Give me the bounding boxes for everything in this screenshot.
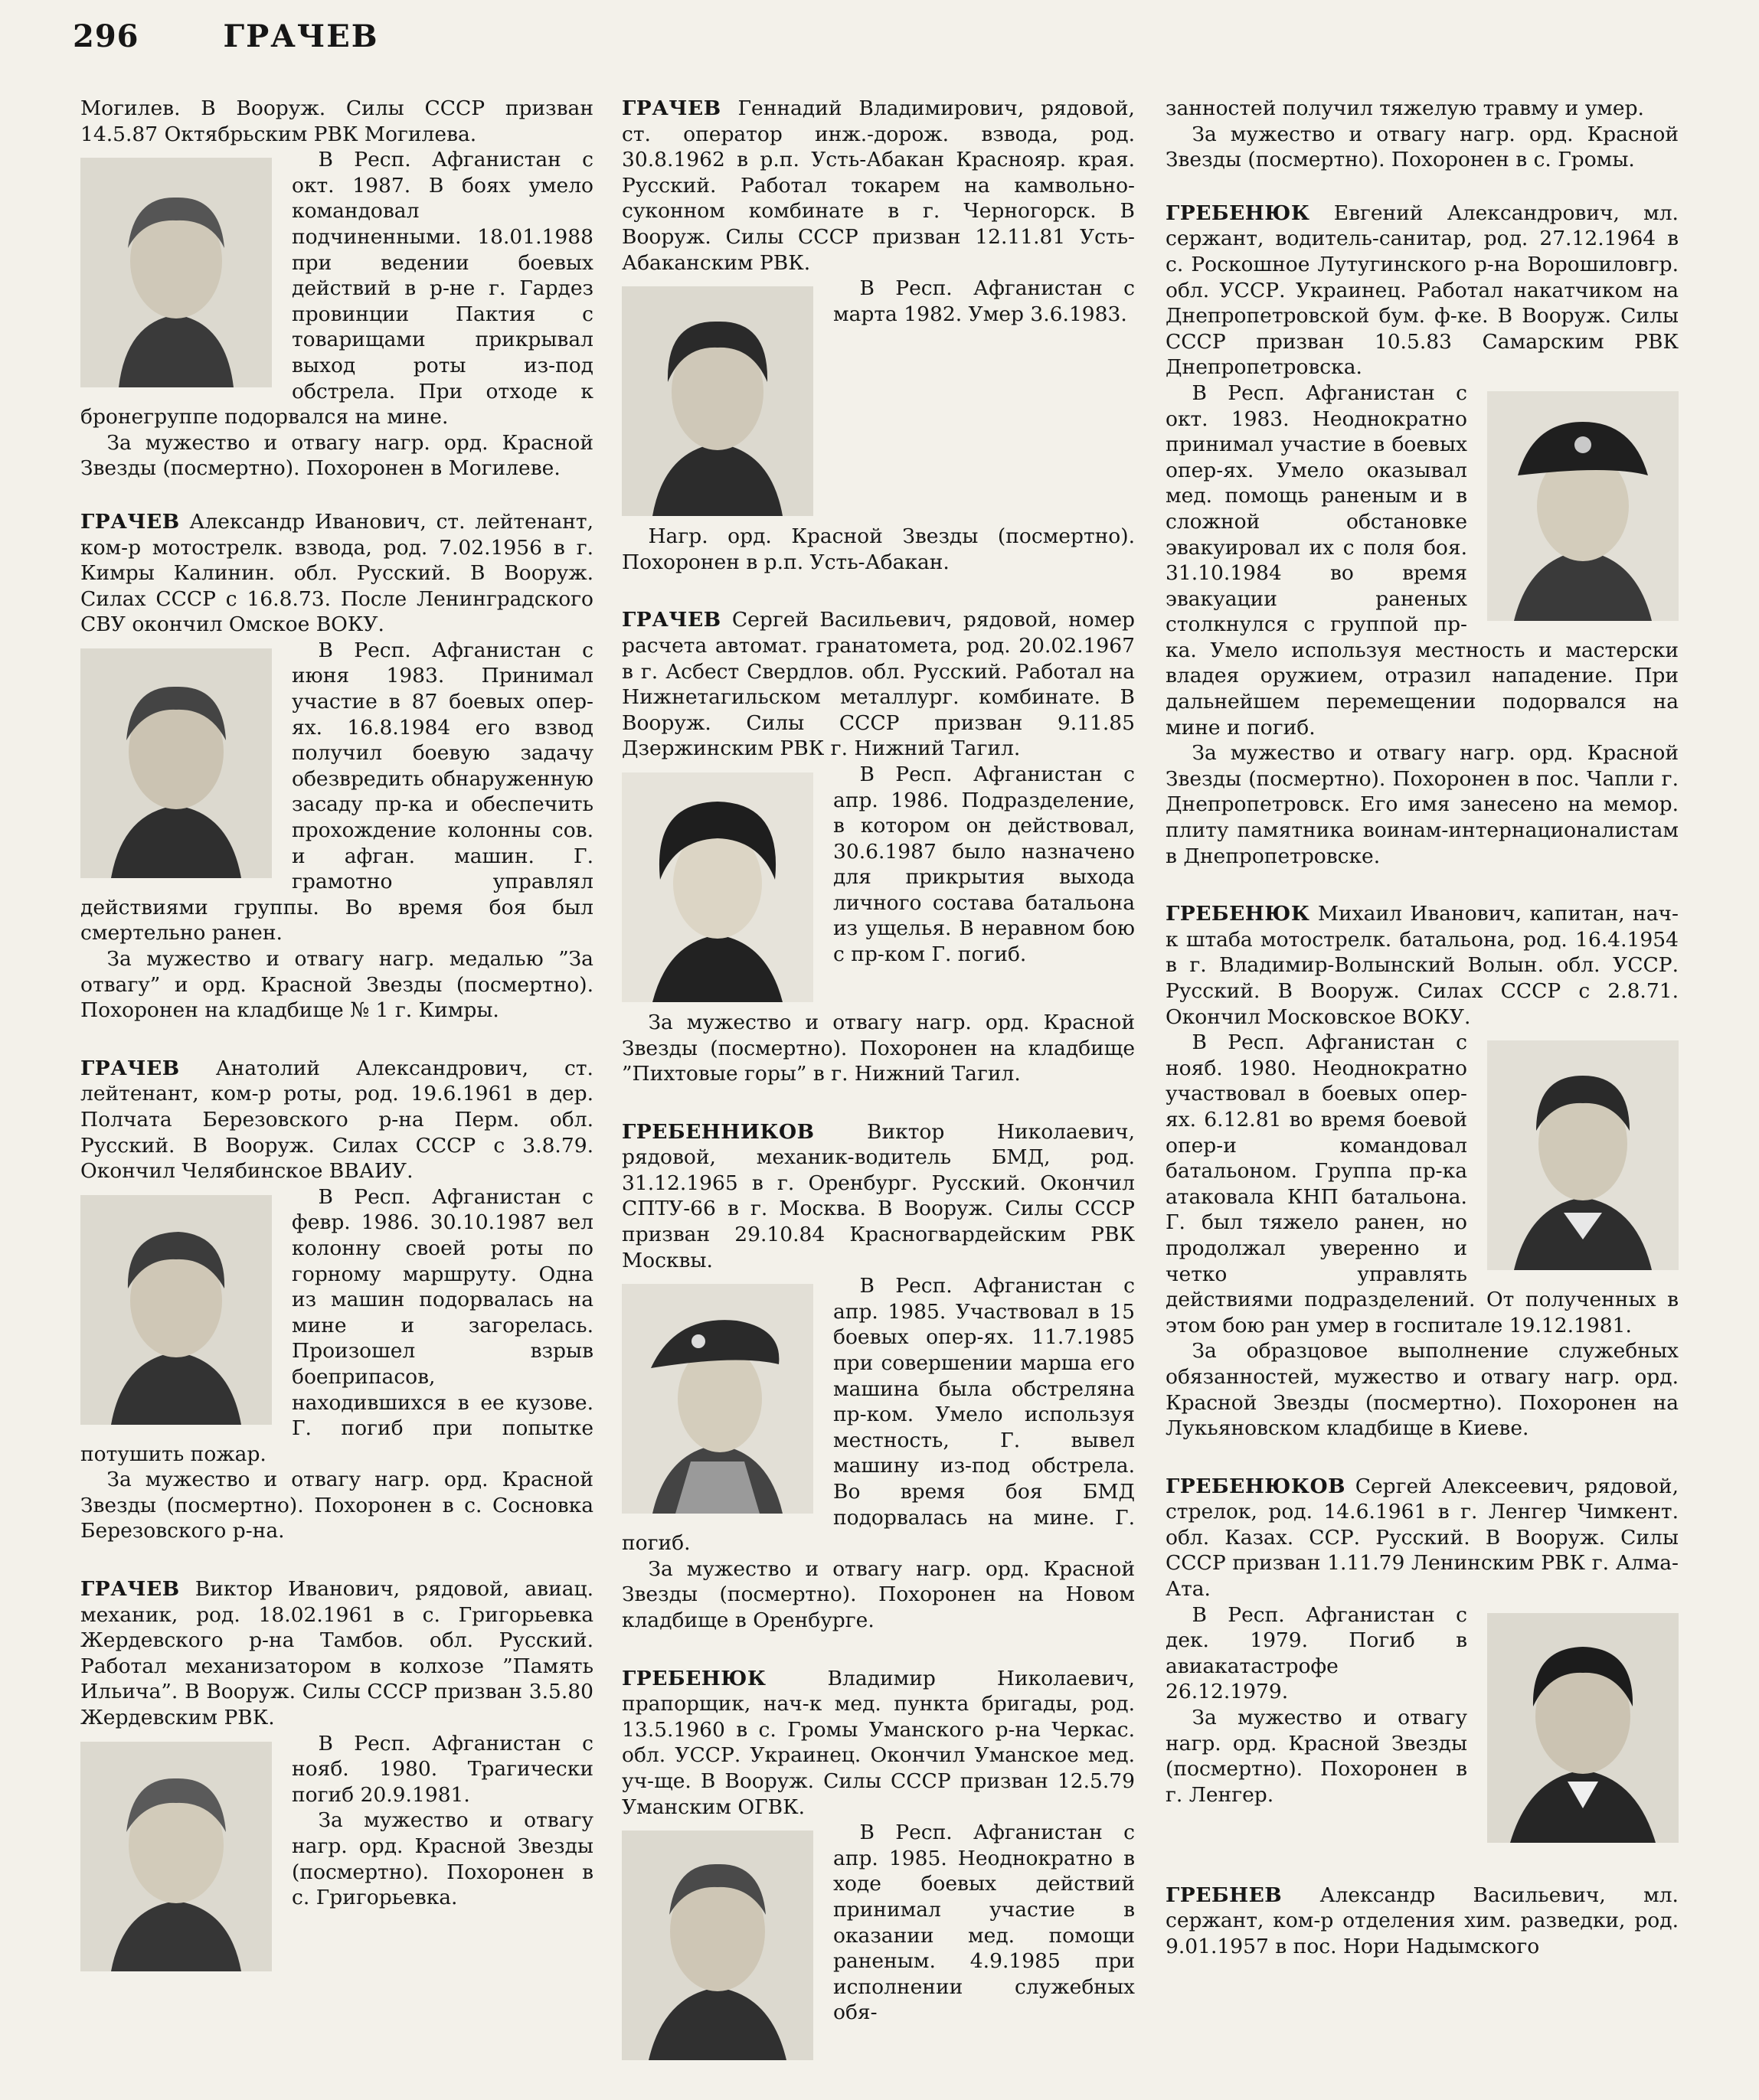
entry-name: ГРЕБЕНЮКОВ: [1166, 1474, 1345, 1498]
entry-name: ГРАЧЕВ: [80, 1577, 180, 1602]
page-number: 296: [73, 18, 139, 54]
column-2: [622, 96, 1135, 2100]
entry-text: В Респ. Афганистан с дек. 1979. Погиб в авиакатастрофе 26.12.1979.: [1166, 1602, 1467, 1704]
entry-text: В Респ. Афганистан с апр. 1986. Подразделение, в котором он действовал, 30.6.1987 было назначено для прикрытия выхода личного состава батальона из ущелья. В неравном бою с пр-ком Г. погиб.: [833, 762, 1135, 967]
entry-text: В Респ. Афганистан с нояб. 1980. Неоднократно участвовал в боевых опер-ях. 6.12.81 во время боевой опер-и командовал батальоном. Группа пр-ка атаковала КНП батальона. Г. был тяжело ранен, но продолжал уверенно и четко управлять действиями подразделений. От полученных в этом бою ран умер в госпитале 19.12.1981.: [1166, 1030, 1679, 1337]
entry-name: ГРЕБЕНЮК: [1166, 201, 1310, 225]
portrait-photo: [1487, 391, 1679, 621]
entry-text: За мужество и отвагу нагр. орд. Красной Звезды (посмертно). Похоронен в с. Сосновка Березовского р-на.: [80, 1468, 593, 1543]
entry: [622, 1119, 1135, 1634]
entry: [80, 96, 593, 482]
entry-intro: Анатолий Александрович, ст. лейтенант, ком-р роты, род. 19.6.1961 в дер. Полчата Березовского р-на Перм. обл. Русский. В Вооруж. Силах СССР с 3.8.79. Окончил Челябинское ВВАИУ.: [80, 1056, 593, 1184]
portrait-photo: [622, 1831, 813, 2060]
entry: [80, 1576, 593, 1979]
entry-text: За мужество и отвагу нагр. орд. Красной Звезды (посмертно). Похоронен в с. Григорьевка.: [292, 1808, 593, 1910]
entry-text: Нагр. орд. Красной Звезды (посмертно). Похоронен в р.п. Усть-Абакан.: [622, 524, 1135, 574]
portrait-photo: [80, 1742, 272, 1971]
entry: [1166, 901, 1679, 1441]
entry-intro: Сергей Алексеевич, рядовой, стрелок, род. 14.6.1961 в г. Ленгер Чимкент. обл. Казах. ССР. Русский. В Вооруж. Силы СССР призван 1.11.79 Ленинским РВК г. Алма-Ата.: [1166, 1474, 1679, 1602]
portrait-photo: [622, 1284, 813, 1514]
entry-intro: Сергей Васильевич, рядовой, номер расчета автомат. гранатомета, род. 20.02.1967 в г. Асбест Свердлов. обл. Русский. Работал на Нижнетагильском металлург. комбинате. В Вооруж. Силы СССР призван 9.11.85 Дзержинским РВК г. Нижний Тагил.: [622, 608, 1135, 761]
entry: [80, 509, 593, 1024]
entry-intro: Владимир Николаевич, прапорщик, нач-к мед. пункта бригады, род. 13.5.1960 в с. Громы Уманского р-на Черкас. обл. УССР. Украинец. Окончил Уманское мед. уч-ще. В Вооруж. Силы СССР призван 12.5.79 Уманским ОГВК.: [622, 1666, 1135, 1819]
entry: [1166, 1474, 1679, 1850]
entry-intro: Геннадий Владимирович, рядовой, ст. оператор инж.-дорож. взвода, род. 30.8.1962 в р.п. Усть-Абакан Краснояр. края. Русский. Работал токарем на камвольно-суконном комбинате в г. Черногорск. В Вооруж. Силы СССР призван 12.11.81 Усть-Абаканским РВК.: [622, 96, 1135, 275]
entry-text: В Респ. Афганистан с апр. 1985. Неоднократно в ходе боевых действий принимал участие в оказании мед. помощи раненым. 4.9.1985 при исполнении служебных обя-: [833, 1821, 1135, 2025]
entry-intro: Евгений Александрович, мл. сержант, водитель-санитар, род. 27.12.1964 в с. Роскошное Лутугинского р-на Ворошиловгр. обл. УССР. Украинец. Работал накатчиком на Днепропетровской бум. ф-ке. В Вооруж. Силы СССР призван 10.5.83 Самарским РВК Днепропетровска.: [1166, 201, 1679, 380]
entry: [622, 96, 1135, 575]
entry-text: За мужество и отвагу нагр. орд. Красной Звезды (посмертно). Похоронен в пос. Чапли г. Днепропетровск. Его имя занесено на мемор. плиту памятника воинам-интернационалистам в Днепропетровске.: [1166, 741, 1679, 868]
entry-text: В Респ. Афганистан с нояб. 1980. Трагически погиб 20.9.1981.: [292, 1731, 593, 1807]
entry-text: В Респ. Афганистан с окт. 1987. В боях умело командовал подчиненными. 18.01.1988 при ведении боевых действий в р-не г. Гардез провинции Пактия с товарищами прикрывал выход роты из-под обстрела. При отходе к бронегруппе подорвался на мине.: [80, 148, 593, 429]
entry-intro: Виктор Николаевич, рядовой, механик-водитель БМД, род. 31.12.1965 в г. Оренбург. Русский. Окончил СПТУ-66 в г. Москва. В Вооруж. Силы СССР призван 29.10.84 Красногвардейским РВК Москвы.: [622, 1119, 1135, 1272]
entry-name: ГРАЧЕВ: [622, 96, 721, 120]
entry-text: занностей получил тяжелую травму и умер.: [1166, 96, 1644, 120]
entry-name: ГРАЧЕВ: [80, 1056, 180, 1080]
entry-name: ГРЕБЕНЮК: [1166, 902, 1310, 926]
entry-text: Могилев. В Вооруж. Силы СССР призван 14.5.87 Октябрьским РВК Могилева.: [80, 96, 593, 146]
entry-text: В Респ. Афганистан с июня 1983. Принимал участие в 87 боевых опер-ях. 16.8.1984 его взвод получил боевую задачу обезвредить обнаруженную засаду пр-ка и обеспечить прохождение колонны сов. и афган. машин. Г. грамотно управлял действиями группы. Во время боя был смертельно ранен.: [80, 638, 593, 945]
portrait-photo: [80, 158, 272, 387]
entry: [622, 1666, 1135, 2069]
entry-text: За мужество и отвагу нагр. орд. Красной Звезды (посмертно). Похоронен в с. Громы.: [1166, 122, 1679, 172]
portrait-photo: [622, 286, 813, 516]
entry: [622, 607, 1135, 1086]
column-3: [1166, 96, 1679, 1991]
entry-text: В Респ. Афганистан с февр. 1986. 30.10.1987 вел колонну своей роты по горному маршруту. Одна из машин подорвалась на мине и загорелась. Произошел взрыв боеприпасов, находившихся в ее кузове. Г. погиб при попытке потушить пожар.: [80, 1184, 593, 1466]
entry-name: ГРЕБЕНЮК: [622, 1666, 767, 1690]
entry-name: ГРЕБНЕВ: [1166, 1883, 1283, 1907]
entry-text: За мужество и отвагу нагр. орд. Красной Звезды (посмертно). Похоронен на кладбище ”Пихтовые горы” в г. Нижний Тагил.: [622, 1010, 1135, 1086]
entry-text: В Респ. Афганистан с марта 1982. Умер 3.6.1983.: [833, 276, 1135, 326]
portrait-photo: [1487, 1040, 1679, 1270]
entry: [1166, 201, 1679, 869]
entry-intro: Виктор Иванович, рядовой, авиац. механик, род. 18.02.1961 в с. Григорьевка Жердевского р-на Тамбов. обл. Русский. Работал механизатором в колхозе ”Память Ильича”. В Вооруж. Силы СССР призван 3.5.80 Жердевским РВК.: [80, 1577, 593, 1730]
entry-text: В Респ. Афганистан с окт. 1983. Неоднократно принимал участие в боевых опер-ях. Умело оказывал мед. помощь раненым и в сложной обстановке эвакуировал их с поля боя. 31.10.1984 во время эвакуации раненых столкнулся с группой пр-ка. Умело используя местность и мастерски владея оружием, отразил нападение. При дальнейшем перемещении подорвался на мине и погиб.: [1166, 380, 1679, 740]
portrait-photo: [1487, 1613, 1679, 1843]
running-head: ГРАЧЕВ: [223, 18, 379, 54]
entry-intro: Михаил Иванович, капитан, нач-к штаба мотострелк. батальона, род. 16.4.1954 в г. Владимир-Волынский Волын. обл. УССР. Русский. В Вооруж. Силах СССР с 2.8.71. Окончил Московское ВОКУ.: [1166, 902, 1679, 1029]
entry-text: За мужество и отвагу нагр. орд. Красной Звезды (посмертно). Похоронен на Новом кладбище в Оренбурге.: [622, 1556, 1135, 1632]
entry-text: За мужество и отвагу нагр. орд. Красной Звезды (посмертно). Похоронен в г. Ленгер.: [1166, 1706, 1467, 1807]
entry-name: ГРАЧЕВ: [622, 608, 721, 632]
entry: [1166, 96, 1679, 173]
page-header: [73, 18, 379, 64]
entry: [1166, 1883, 1679, 1960]
entry-text: За образцовое выполнение служебных обязанностей, мужество и отвагу нагр. орд. Красной Звезды (посмертно). Похоронен на Лукьяновском кладбище в Киеве.: [1166, 1339, 1679, 1441]
entry-text: За мужество и отвагу нагр. орд. Красной Звезды (посмертно). Похоронен в Могилеве.: [80, 430, 593, 481]
entry-intro: Александр Васильевич, мл. сержант, ком-р отделения хим. разведки, род. 9.01.1957 в пос. Нори Надымского: [1166, 1883, 1679, 1958]
portrait-photo: [80, 648, 272, 878]
entry-text: В Респ. Афганистан с апр. 1985. Участвовал в 15 боевых опер-ях. 11.7.1985 при совершении марша его машина была обстреляна пр-ком. Умело используя местность, Г. вывел машину из-под обстрела. Во время боя БМД подорвалась на мине. Г. погиб.: [622, 1274, 1135, 1556]
entry-name: ГРАЧЕВ: [80, 509, 180, 534]
entry-name: ГРЕБЕННИКОВ: [622, 1119, 815, 1144]
portrait-photo: [80, 1195, 272, 1425]
entry-intro: Александр Иванович, ст. лейтенант, ком-р мотострелк. взвода, род. 7.02.1956 в г. Кимры Калинин. обл. Русский. В Вооруж. Силах СССР с 16.8.73. После Ленинградского СВУ окончил Омское ВОКУ.: [80, 509, 593, 637]
entry: [80, 1056, 593, 1544]
entry-text: За мужество и отвагу нагр. медалью ”За отвагу” и орд. Красной Звезды (посмертно). Похоронен на кладбище № 1 г. Кимры.: [80, 947, 593, 1023]
column-1: [80, 96, 593, 2011]
portrait-photo: [622, 772, 813, 1002]
